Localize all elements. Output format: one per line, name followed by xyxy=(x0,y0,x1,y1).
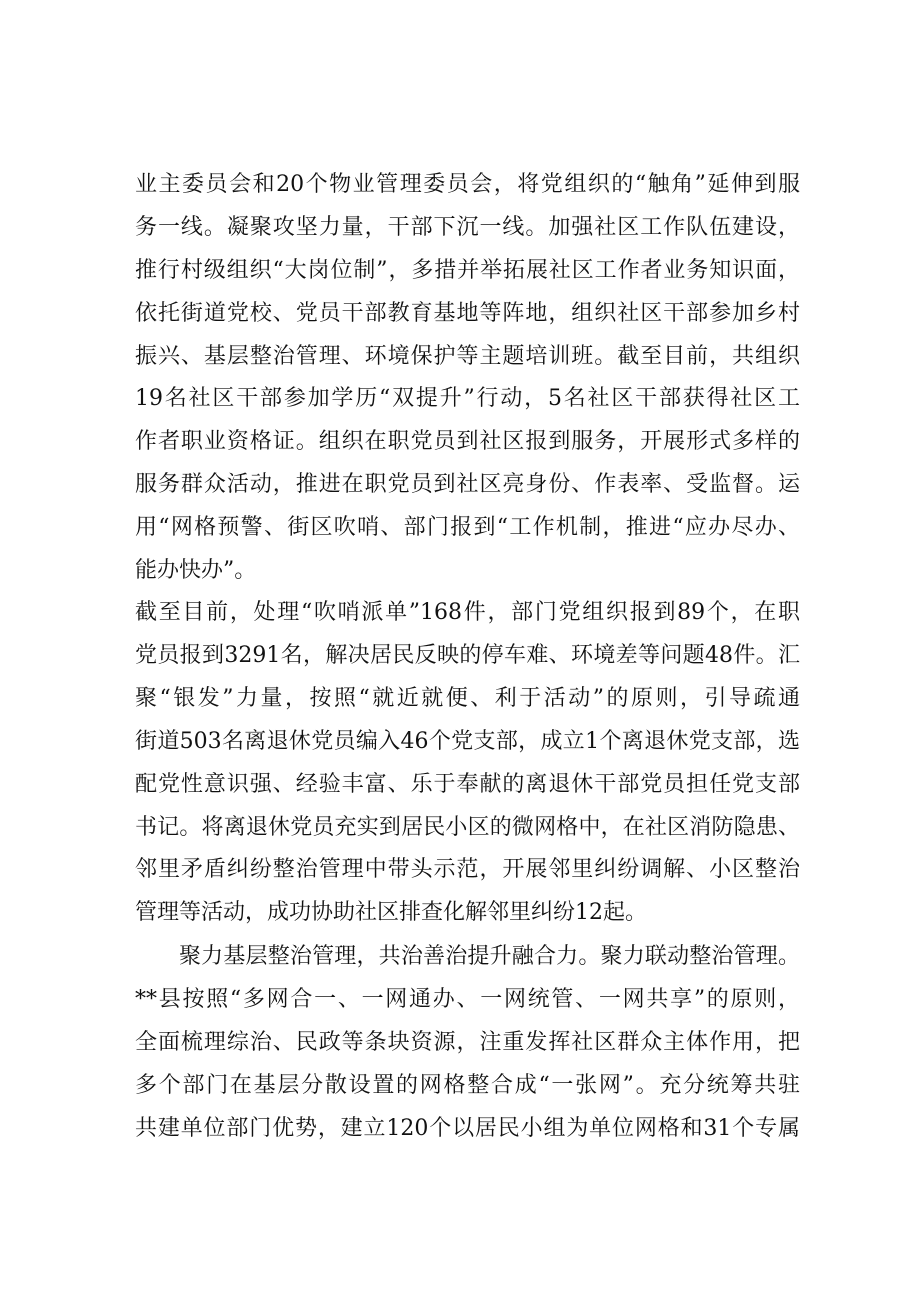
text-line: 聚“银发”力量，按照“就近就便、利于活动”的原则，引导疏通 xyxy=(135,686,800,711)
text-line: 邻里矛盾纠纷整治管理中带头示范，开展邻里纠纷调解、小区整治 xyxy=(135,857,800,882)
text-line: 业主委员会和20个物业管理委员会，将党组织的“触角”延伸到服 xyxy=(135,172,800,197)
text-line: 多个部门在基层分散设置的网格整合成“一张网”。充分统筹共驻 xyxy=(135,1073,800,1098)
text-line: 配党性意识强、经验丰富、乐于奉献的离退休干部党员担任党支部 xyxy=(135,772,800,797)
text-line: 全面梳理综治、民政等条块资源，注重发挥社区群众主体作用，把 xyxy=(135,1030,800,1055)
text-line: 党员报到3291名，解决居民反映的停车难、环境差等问题48件。汇 xyxy=(135,643,800,668)
text-line: 截至目前，处理“吹哨派单”168件，部门党组织报到89个，在职 xyxy=(135,600,800,625)
text-line: 19名社区干部参加学历“双提升”行动，5名社区干部获得社区工 xyxy=(135,386,800,411)
text-line: 作者职业资格证。组织在职党员到社区报到服务，开展形式多样的 xyxy=(135,429,800,454)
text-line: 能办快办”。 xyxy=(135,558,257,583)
text-line: 依托街道党校、党员干部教育基地等阵地，组织社区干部参加乡村 xyxy=(135,301,800,326)
text-line: 推行村级组织“大岗位制”，多措并举拓展社区工作者业务知识面， xyxy=(135,258,800,283)
text-line: 共建单位部门优势，建立120个以居民小组为单位网格和31个专属 xyxy=(135,1116,800,1141)
text-line: 书记。将离退休党员充实到居民小区的微网格中，在社区消防隐患、 xyxy=(135,815,800,840)
text-line: **县按照“多网合一、一网通办、一网统管、一网共享”的原则， xyxy=(135,987,800,1012)
text-line: 服务群众活动，推进在职党员到社区亮身份、作表率、受监督。运 xyxy=(135,472,800,497)
text-line: 聚力基层整治管理，共治善治提升融合力。聚力联动整治管理。 xyxy=(179,944,800,969)
text-line: 管理等活动，成功协助社区排查化解邻里纠纷12起。 xyxy=(135,900,647,925)
text-line: 振兴、基层整治管理、环境保护等主题培训班。截至目前，共组织 xyxy=(135,344,800,369)
text-line: 街道503名离退休党员编入46个党支部，成立1个离退休党支部，选 xyxy=(135,729,800,754)
text-line: 务一线。凝聚攻坚力量，干部下沉一线。加强社区工作队伍建设， xyxy=(135,215,800,240)
text-line: 用“网格预警、街区吹哨、部门报到“工作机制，推进“应办尽办、 xyxy=(135,515,800,540)
